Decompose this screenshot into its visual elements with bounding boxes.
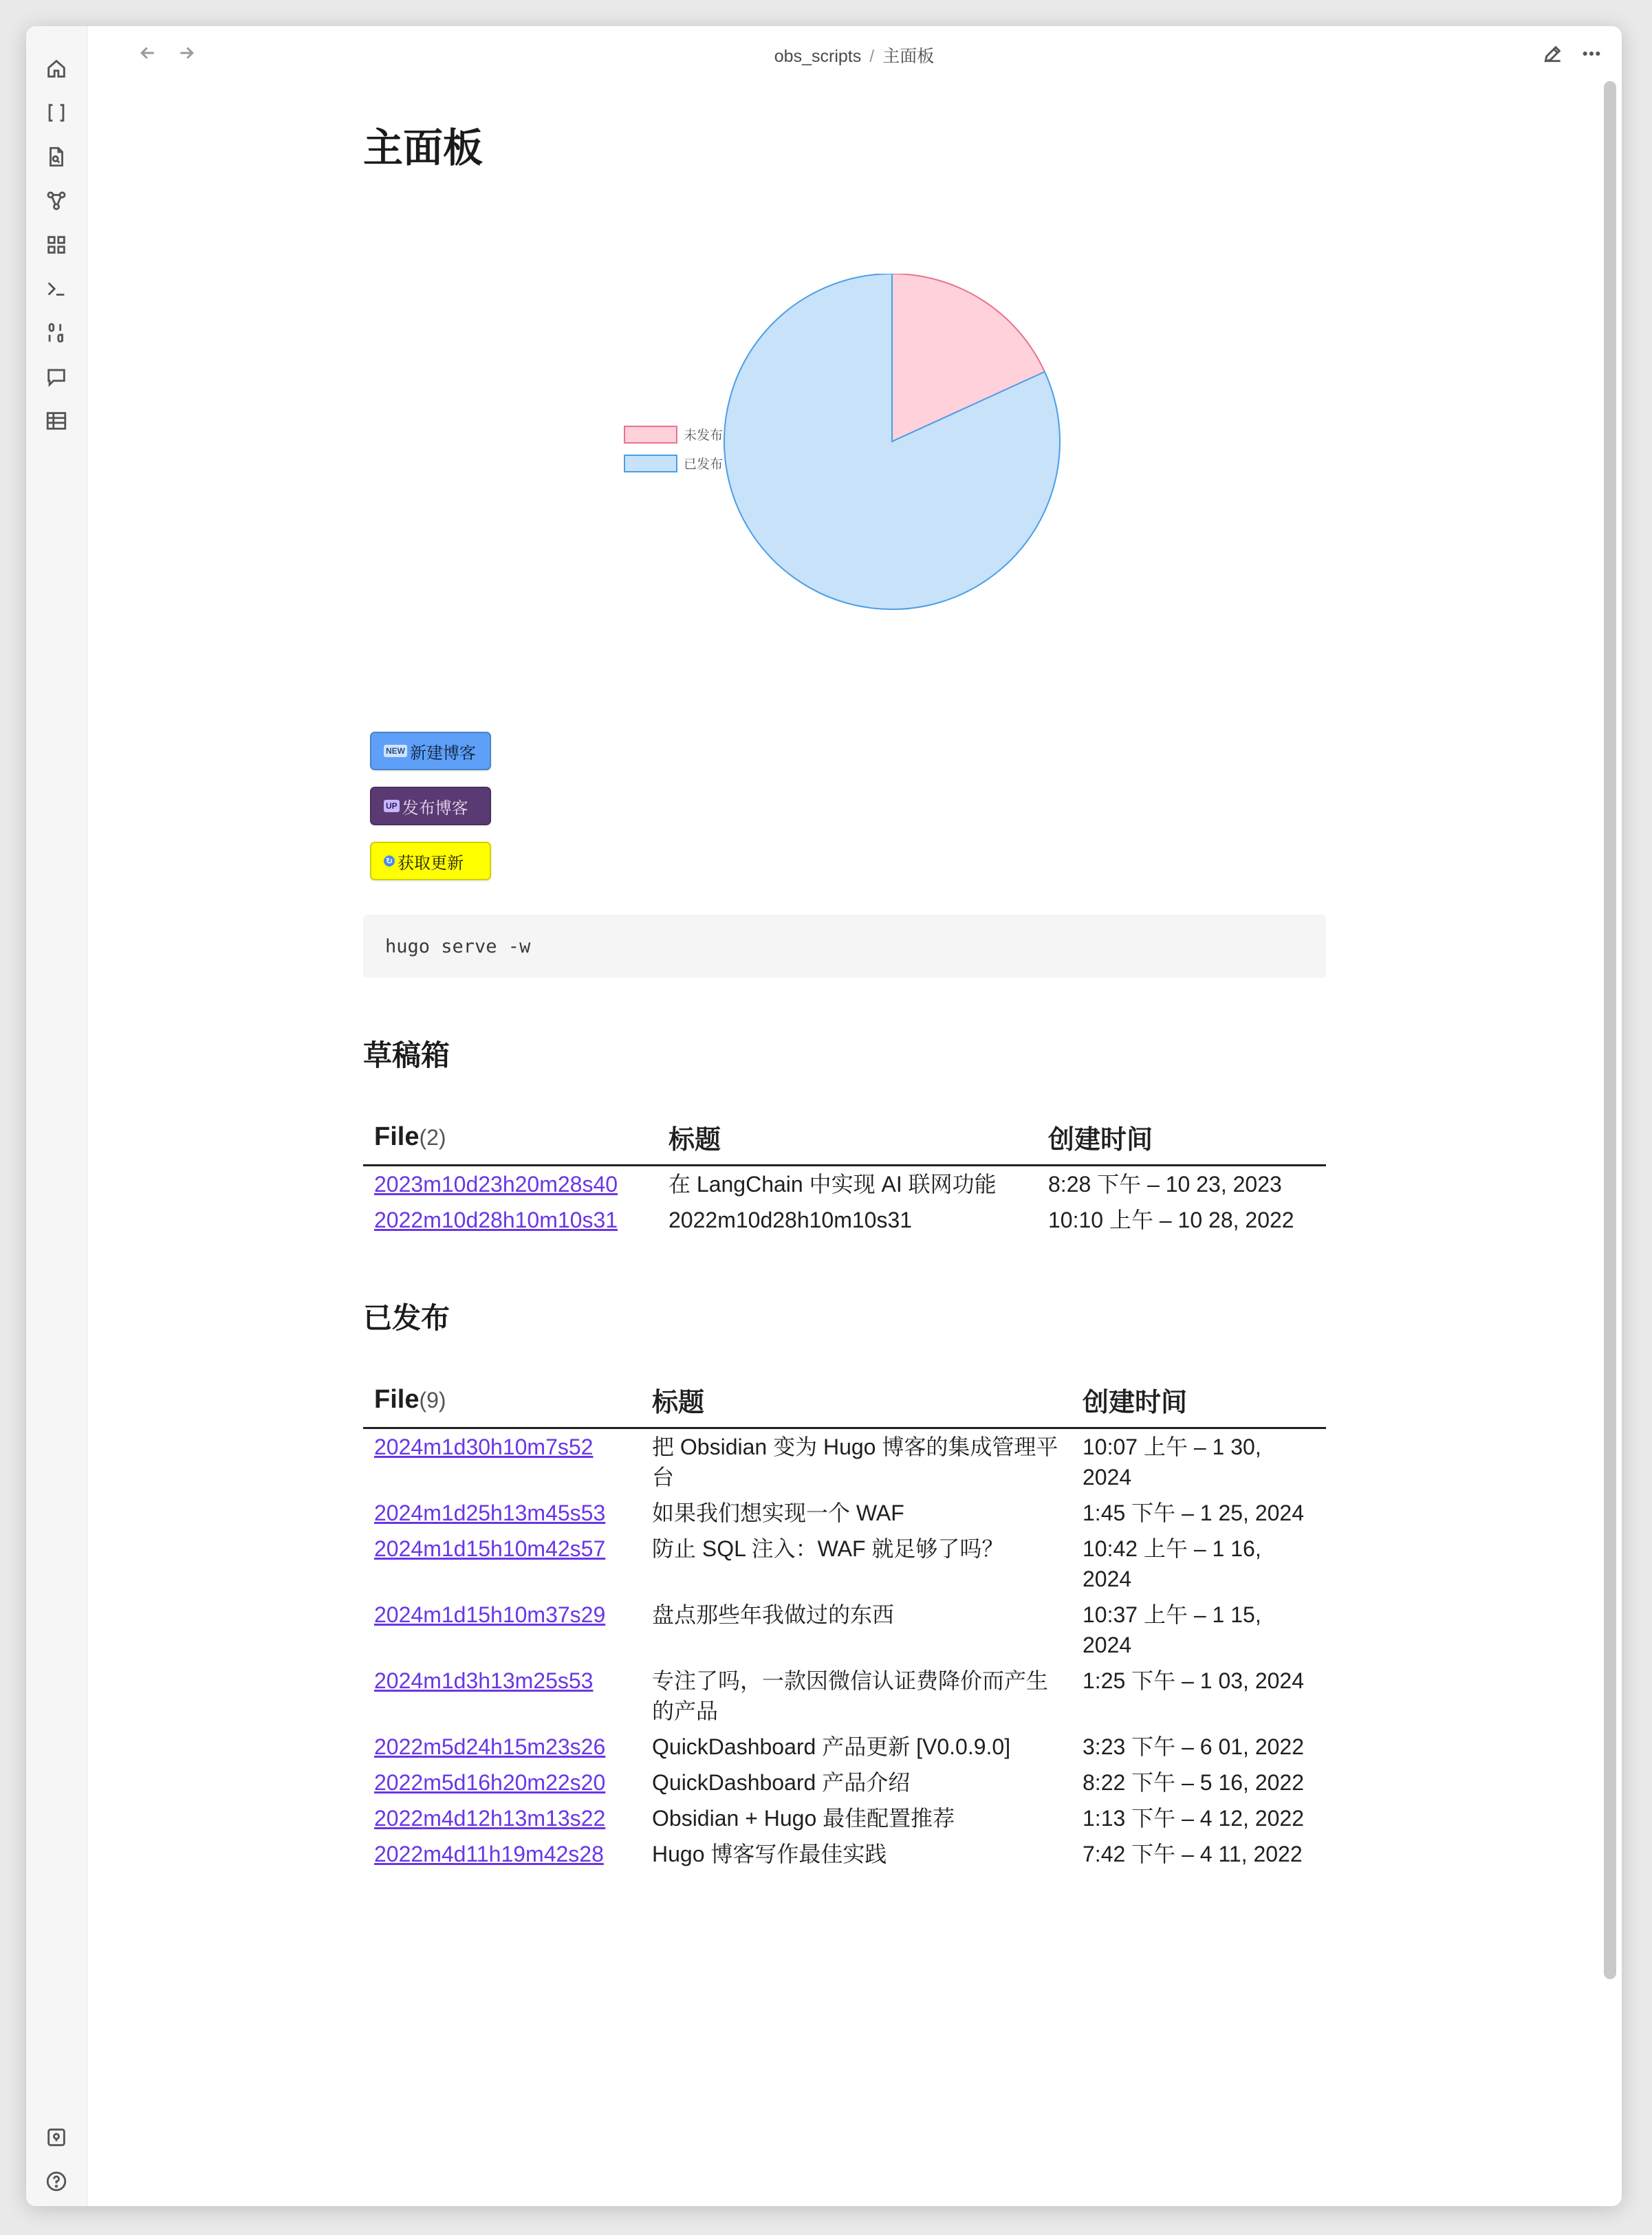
new-blog-label: 新建博客 bbox=[410, 743, 476, 763]
created-column-header[interactable]: 创建时间 bbox=[1072, 1374, 1326, 1428]
created-cell: 1:25 下午 – 1 03, 2024 bbox=[1083, 1668, 1305, 1693]
file-link[interactable]: 2024m1d30h10m7s52 bbox=[374, 1435, 594, 1459]
file-cell bbox=[363, 1800, 641, 1836]
table-row bbox=[363, 1495, 1326, 1531]
created-cell: 8:28 下午 – 10 23, 2023 bbox=[1048, 1172, 1282, 1197]
file-search-icon[interactable] bbox=[44, 144, 69, 169]
file-link[interactable]: 2022m5d16h20m22s20 bbox=[374, 1770, 606, 1795]
publish-blog-button[interactable] bbox=[370, 787, 491, 825]
home-icon[interactable] bbox=[44, 56, 69, 81]
terminal-icon[interactable] bbox=[44, 276, 69, 301]
help-icon[interactable] bbox=[44, 2169, 69, 2194]
comment-icon[interactable] bbox=[44, 364, 69, 389]
drafts-heading: 草稿箱 bbox=[363, 1039, 450, 1071]
graph-icon[interactable] bbox=[44, 188, 69, 213]
file-link[interactable]: 2022m10d28h10m10s31 bbox=[374, 1208, 618, 1232]
file-cell bbox=[363, 1663, 641, 1729]
published-header-row bbox=[363, 1374, 1326, 1428]
edit-button[interactable] bbox=[1539, 40, 1567, 67]
breadcrumb-page[interactable]: 主面板 bbox=[882, 47, 935, 66]
legend-label[interactable]: 未发布 bbox=[684, 428, 724, 443]
file-link[interactable]: 2022m4d12h13m13s22 bbox=[374, 1806, 606, 1831]
file-link[interactable]: 2024m1d3h13m25s53 bbox=[374, 1668, 594, 1693]
grid-icon[interactable] bbox=[44, 232, 69, 257]
title-cell: Hugo 博客写作最佳实践 bbox=[652, 1842, 887, 1866]
get-updates-label: 获取更新 bbox=[398, 853, 464, 873]
created-cell: 10:07 上午 – 1 30, 2024 bbox=[1083, 1435, 1261, 1490]
new-blog-button[interactable] bbox=[370, 732, 491, 770]
file-cell bbox=[363, 1202, 657, 1238]
table-row bbox=[363, 1663, 1326, 1729]
file-cell bbox=[363, 1531, 641, 1597]
pencil-icon bbox=[1542, 43, 1564, 65]
table-icon[interactable] bbox=[44, 408, 69, 433]
file-cell bbox=[363, 1765, 641, 1800]
legend-swatch[interactable] bbox=[624, 455, 677, 472]
created-cell: 10:37 上午 – 1 15, 2024 bbox=[1083, 1602, 1261, 1657]
title-cell: Obsidian + Hugo 最佳配置推荐 bbox=[652, 1806, 955, 1831]
file-cell bbox=[363, 1597, 641, 1663]
file-count: (9) bbox=[419, 1388, 446, 1413]
scrollbar[interactable] bbox=[1604, 81, 1616, 1979]
table-row bbox=[363, 1166, 1326, 1203]
binary-icon[interactable] bbox=[44, 320, 69, 345]
title-cell: 盘点那些年我做过的东西 bbox=[652, 1602, 895, 1627]
new-badge-icon: NEW bbox=[384, 745, 407, 757]
published-table bbox=[363, 1374, 1326, 1872]
up-badge-icon: UP bbox=[384, 800, 400, 812]
app-window bbox=[26, 26, 1622, 2206]
table-row bbox=[363, 1765, 1326, 1800]
file-cell bbox=[363, 1428, 641, 1496]
breadcrumb-separator: / bbox=[869, 47, 875, 66]
created-cell: 1:45 下午 – 1 25, 2024 bbox=[1083, 1501, 1305, 1525]
table-row bbox=[363, 1800, 1326, 1836]
file-link[interactable]: 2023m10d23h20m28s40 bbox=[374, 1172, 618, 1197]
table-row bbox=[363, 1597, 1326, 1663]
title-cell: 把 Obsidian 变为 Hugo 博客的集成管理平台 bbox=[652, 1435, 1058, 1490]
title-cell: QuickDashboard 产品更新 [V0.0.9.0] bbox=[652, 1734, 1011, 1759]
file-cell bbox=[363, 1166, 657, 1203]
title-cell: 专注了吗，一款因微信认证费降价而产生的产品 bbox=[652, 1668, 1049, 1723]
file-link[interactable]: 2024m1d15h10m37s29 bbox=[374, 1602, 606, 1627]
publish-blog-label: 发布博客 bbox=[402, 798, 468, 818]
file-cell bbox=[363, 1836, 641, 1872]
page-title: 主面板 bbox=[363, 126, 483, 171]
created-cell: 10:42 上午 – 1 16, 2024 bbox=[1083, 1536, 1261, 1591]
created-column-header[interactable]: 创建时间 bbox=[1037, 1111, 1326, 1166]
file-cell bbox=[363, 1495, 641, 1531]
file-header-label: File bbox=[374, 1385, 420, 1414]
status-pie-chart bbox=[363, 274, 1326, 645]
file-link[interactable]: 2024m1d25h13m45s53 bbox=[374, 1501, 606, 1525]
breadcrumb-folder[interactable]: obs_scripts bbox=[774, 47, 862, 66]
code-text: hugo serve -w bbox=[385, 935, 531, 957]
code-block bbox=[363, 915, 1326, 978]
created-cell: 7:42 下午 – 4 11, 2022 bbox=[1083, 1842, 1303, 1866]
created-cell: 3:23 下午 – 6 01, 2022 bbox=[1083, 1734, 1305, 1759]
title-cell: 2022m10d28h10m10s31 bbox=[669, 1208, 913, 1232]
created-cell: 1:13 下午 – 4 12, 2022 bbox=[1083, 1806, 1305, 1831]
file-column-header[interactable] bbox=[363, 1374, 641, 1428]
brackets-icon[interactable] bbox=[44, 100, 69, 125]
more-icon bbox=[1580, 43, 1602, 65]
drafts-header-row bbox=[363, 1111, 1326, 1166]
drafts-table bbox=[363, 1111, 1326, 1238]
breadcrumb bbox=[87, 43, 1622, 67]
table-row bbox=[363, 1836, 1326, 1872]
published-heading: 已发布 bbox=[363, 1302, 450, 1334]
table-row bbox=[363, 1428, 1326, 1496]
title-cell: QuickDashboard 产品介绍 bbox=[652, 1770, 911, 1795]
title-cell: 在 LangChain 中实现 AI 联网功能 bbox=[669, 1172, 997, 1197]
left-ribbon bbox=[26, 26, 87, 2206]
table-row bbox=[363, 1531, 1326, 1597]
created-cell: 10:10 上午 – 10 28, 2022 bbox=[1048, 1208, 1294, 1232]
title-cell: 如果我们想实现一个 WAF bbox=[652, 1501, 904, 1525]
file-link[interactable]: 2024m1d15h10m42s57 bbox=[374, 1536, 606, 1561]
file-column-header[interactable] bbox=[363, 1111, 657, 1166]
vault-icon[interactable] bbox=[44, 2125, 69, 2150]
table-row bbox=[363, 1202, 1326, 1238]
get-updates-button[interactable] bbox=[370, 842, 491, 880]
file-link[interactable]: 2022m5d24h15m23s26 bbox=[374, 1734, 606, 1759]
title-bar bbox=[87, 26, 1622, 80]
legend-label[interactable]: 已发布 bbox=[684, 457, 724, 472]
file-cell bbox=[363, 1729, 641, 1765]
created-cell: 8:22 下午 – 5 16, 2022 bbox=[1083, 1770, 1305, 1795]
file-count: (2) bbox=[419, 1125, 446, 1150]
title-cell: 防止 SQL 注入：WAF 就足够了吗？ bbox=[652, 1536, 1004, 1561]
refresh-icon: ↻ bbox=[384, 855, 395, 866]
table-row bbox=[363, 1729, 1326, 1765]
more-options-button[interactable] bbox=[1578, 40, 1605, 67]
file-header-label: File bbox=[374, 1122, 420, 1151]
title-column-header[interactable]: 标题 bbox=[657, 1111, 1037, 1166]
title-column-header[interactable]: 标题 bbox=[641, 1374, 1072, 1428]
legend-swatch[interactable] bbox=[624, 426, 677, 443]
file-link[interactable]: 2022m4d11h19m42s28 bbox=[374, 1842, 604, 1866]
